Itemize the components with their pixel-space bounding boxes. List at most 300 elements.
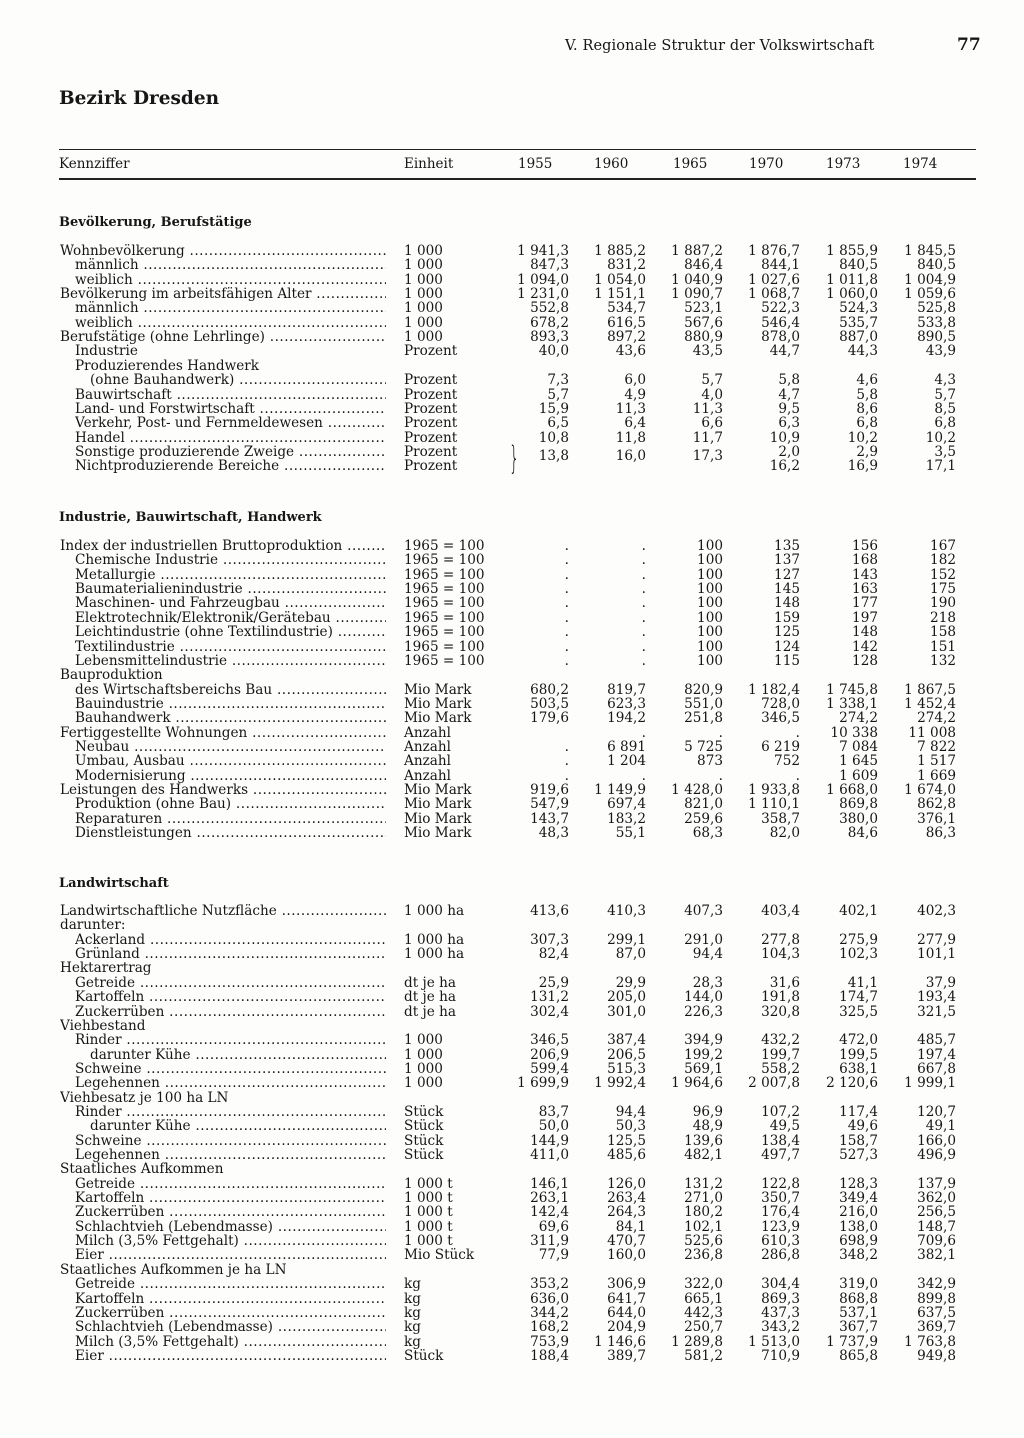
table-row bbox=[0, 1306, 1024, 1320]
row-value: 346,5 bbox=[530, 1032, 569, 1049]
row-value: 552,8 bbox=[530, 300, 569, 317]
row-value: 472,0 bbox=[839, 1032, 878, 1049]
row-value: . bbox=[564, 566, 569, 583]
row-value: 2 007,8 bbox=[748, 1075, 800, 1092]
table-row bbox=[0, 947, 1024, 961]
row-value: 226,3 bbox=[684, 1003, 723, 1020]
row-value: 206,9 bbox=[530, 1046, 569, 1063]
row-label: Schlachtvieh (Lebendmasse) ..... bbox=[75, 1320, 386, 1334]
row-value: 709,6 bbox=[917, 1233, 956, 1249]
row-value: 533,8 bbox=[917, 314, 956, 331]
table-row bbox=[0, 1019, 1024, 1033]
row-value: 678,2 bbox=[530, 314, 569, 331]
row-value: 1 151,1 bbox=[594, 286, 646, 303]
row-value: 6 219 bbox=[761, 738, 800, 755]
row-value: 710,9 bbox=[761, 1347, 800, 1364]
row-value: 1 876,7 bbox=[748, 243, 800, 259]
row-value: 7,3 bbox=[547, 372, 569, 389]
row-unit: Mio Mark bbox=[404, 782, 472, 798]
table-row bbox=[0, 1177, 1024, 1191]
row-unit: 1 000 bbox=[404, 271, 443, 288]
row-label: Maschinen- und Fahrzeugbau ..... bbox=[75, 596, 386, 610]
row-value: 641,7 bbox=[607, 1290, 646, 1307]
row-value: 43,6 bbox=[615, 343, 646, 360]
row-value: 358,7 bbox=[761, 810, 800, 827]
row-value: 1 885,2 bbox=[594, 243, 646, 259]
row-value: 470,7 bbox=[607, 1233, 646, 1249]
row-value: 1 054,0 bbox=[594, 271, 646, 288]
table-row bbox=[0, 697, 1024, 711]
row-unit: 1965 = 100 bbox=[404, 566, 485, 583]
row-value: 44,3 bbox=[847, 343, 878, 360]
row-value: 1 737,9 bbox=[826, 1333, 878, 1350]
table-row bbox=[0, 1048, 1024, 1062]
row-value: 752 bbox=[774, 753, 800, 770]
row-value: 394,9 bbox=[684, 1032, 723, 1049]
row-value: 124 bbox=[774, 638, 800, 655]
row-label: weiblich ..... bbox=[75, 316, 386, 330]
row-value: 1 090,7 bbox=[671, 286, 723, 303]
row-value: 100 bbox=[697, 609, 723, 626]
row-value: 1 609 bbox=[839, 767, 878, 784]
row-unit: 1 000 bbox=[404, 314, 443, 331]
row-value: 122,8 bbox=[761, 1175, 800, 1192]
row-value: 1 040,9 bbox=[671, 271, 723, 288]
row-value: 1 933,8 bbox=[748, 782, 800, 798]
table-row bbox=[0, 961, 1024, 975]
row-value: 4,0 bbox=[701, 386, 723, 403]
row-label: männlich ..... bbox=[75, 301, 386, 315]
row-value: 819,7 bbox=[607, 681, 646, 698]
table-row bbox=[0, 683, 1024, 697]
row-value: 277,9 bbox=[917, 931, 956, 948]
row-value: 1 517 bbox=[917, 753, 956, 770]
table-row bbox=[0, 826, 1024, 840]
row-value: 8,5 bbox=[934, 400, 956, 417]
row-value: 126,0 bbox=[607, 1175, 646, 1192]
row-unit: 1 000 bbox=[404, 1060, 443, 1077]
row-unit: kg bbox=[404, 1290, 421, 1307]
table-row bbox=[0, 1220, 1024, 1234]
row-value: 844,1 bbox=[761, 257, 800, 274]
row-value: 1 645 bbox=[839, 753, 878, 770]
row-value: 320,8 bbox=[761, 1003, 800, 1020]
row-unit: dt je ha bbox=[404, 974, 456, 991]
row-value: 16,2 bbox=[769, 458, 800, 475]
row-value: 263,1 bbox=[530, 1190, 569, 1206]
row-label: Lebensmittelindustrie ..... bbox=[75, 654, 386, 668]
row-value: 525,6 bbox=[684, 1233, 723, 1249]
row-value: 840,5 bbox=[839, 257, 878, 274]
col-year: 1974 bbox=[903, 156, 938, 172]
row-label: Verkehr, Post- und Fernmeldewesen ..... bbox=[75, 416, 386, 430]
table-row bbox=[0, 1335, 1024, 1349]
row-value: 344,2 bbox=[530, 1304, 569, 1321]
col-einheit: Einheit bbox=[404, 156, 454, 172]
table-row bbox=[0, 568, 1024, 582]
row-unit: 1965 = 100 bbox=[404, 538, 485, 554]
row-value: 138,4 bbox=[761, 1132, 800, 1149]
table-row bbox=[0, 1234, 1024, 1248]
row-unit: dt je ha bbox=[404, 1003, 456, 1020]
row-value: 143 bbox=[852, 566, 878, 583]
row-label: Bauproduktion bbox=[60, 668, 163, 683]
row-unit: Stück bbox=[404, 1118, 444, 1135]
row-label: Bauhandwerk ..... bbox=[75, 711, 386, 725]
row-unit: 1965 = 100 bbox=[404, 595, 485, 612]
row-value: 123,9 bbox=[761, 1218, 800, 1235]
row-value: 1 428,0 bbox=[671, 782, 723, 798]
row-label: Neubau ..... bbox=[75, 740, 386, 754]
row-unit: Prozent bbox=[404, 400, 458, 417]
table-row bbox=[0, 1033, 1024, 1047]
row-value: 137,9 bbox=[917, 1175, 956, 1192]
row-label: Bauwirtschaft ..... bbox=[75, 388, 386, 402]
row-value: . bbox=[564, 552, 569, 569]
row-value: 166,0 bbox=[917, 1132, 956, 1149]
table-row bbox=[0, 596, 1024, 610]
row-unit: Mio Mark bbox=[404, 681, 472, 698]
row-value: 15,9 bbox=[538, 400, 569, 417]
row-value: . bbox=[718, 724, 723, 741]
table-row bbox=[0, 1277, 1024, 1291]
row-unit: Mio Mark bbox=[404, 810, 472, 827]
row-label: Legehennen ..... bbox=[75, 1148, 386, 1162]
row-value: 11,8 bbox=[615, 429, 646, 446]
row-unit: 1965 = 100 bbox=[404, 624, 485, 641]
row-value: 100 bbox=[697, 566, 723, 583]
row-unit: Prozent bbox=[404, 372, 458, 389]
row-value: 168 bbox=[852, 552, 878, 569]
row-value: 637,5 bbox=[917, 1304, 956, 1321]
row-value: 7 084 bbox=[839, 738, 878, 755]
row-value: 846,4 bbox=[684, 257, 723, 274]
row-value: 82,4 bbox=[538, 946, 569, 962]
row-value: 148 bbox=[852, 624, 878, 641]
row-value: 5 725 bbox=[684, 738, 723, 755]
row-value: 158 bbox=[930, 624, 956, 641]
row-value: 128 bbox=[852, 652, 878, 669]
row-value: 5,7 bbox=[701, 372, 723, 389]
row-value: . bbox=[641, 538, 646, 554]
row-value: 387,4 bbox=[607, 1032, 646, 1049]
row-value: 831,2 bbox=[607, 257, 646, 274]
row-value: 3,5 bbox=[934, 443, 956, 460]
row-value: 728,0 bbox=[761, 695, 800, 712]
row-value: 100 bbox=[697, 595, 723, 612]
running-header: V. Regionale Struktur der Volkswirtschaft bbox=[565, 38, 875, 54]
row-label: Schlachtvieh (Lebendmasse) ..... bbox=[75, 1220, 386, 1234]
row-value: 146,1 bbox=[530, 1175, 569, 1192]
row-value: 199,7 bbox=[761, 1046, 800, 1063]
row-value: 4,6 bbox=[856, 372, 878, 389]
row-value: 44,7 bbox=[769, 343, 800, 360]
table-row bbox=[0, 416, 1024, 430]
row-value: 522,3 bbox=[761, 300, 800, 317]
row-value: 1 146,6 bbox=[594, 1333, 646, 1350]
table-row bbox=[0, 1349, 1024, 1363]
row-value: 376,1 bbox=[917, 810, 956, 827]
table-row bbox=[0, 740, 1024, 754]
row-value: 307,3 bbox=[530, 931, 569, 948]
row-value: 321,5 bbox=[917, 1003, 956, 1020]
row-unit: Stück bbox=[404, 1147, 444, 1163]
row-value: . bbox=[641, 552, 646, 569]
row-label: Leichtindustrie (ohne Textilindustrie) ..... bbox=[75, 625, 386, 639]
row-value: 263,4 bbox=[607, 1190, 646, 1206]
row-value: 1 231,0 bbox=[517, 286, 569, 303]
row-value: 581,2 bbox=[684, 1347, 723, 1364]
row-value: 551,0 bbox=[684, 695, 723, 712]
row-value: 821,0 bbox=[684, 796, 723, 813]
row-value: 304,4 bbox=[761, 1276, 800, 1293]
row-value: 5,7 bbox=[934, 386, 956, 403]
row-value: . bbox=[641, 767, 646, 784]
row-value: . bbox=[641, 566, 646, 583]
row-label: Produktion (ohne Bau) ..... bbox=[75, 797, 386, 811]
row-value: 485,6 bbox=[607, 1147, 646, 1163]
table-row bbox=[0, 918, 1024, 932]
row-value: 43,5 bbox=[692, 343, 723, 360]
row-value: . bbox=[718, 767, 723, 784]
row-value: 205,0 bbox=[607, 989, 646, 1006]
table-row bbox=[0, 344, 1024, 358]
row-label: Produzierendes Handwerk bbox=[75, 358, 260, 374]
row-value: 197 bbox=[852, 609, 878, 626]
row-value: 156 bbox=[852, 538, 878, 554]
row-label: Land- und Forstwirtschaft ..... bbox=[75, 402, 386, 416]
row-value: 403,4 bbox=[761, 903, 800, 919]
row-label: Zuckerrüben ..... bbox=[75, 1205, 386, 1219]
row-label: Zuckerrüben ..... bbox=[75, 1306, 386, 1320]
row-value: 251,8 bbox=[684, 710, 723, 727]
row-unit: 1 000 t bbox=[404, 1218, 453, 1235]
row-value: 546,4 bbox=[761, 314, 800, 331]
row-value: 840,5 bbox=[917, 257, 956, 274]
row-value: 128,3 bbox=[839, 1175, 878, 1192]
section-heading bbox=[0, 877, 1024, 891]
row-value: 382,1 bbox=[917, 1247, 956, 1264]
row-value: 158,7 bbox=[839, 1132, 878, 1149]
row-unit: kg bbox=[404, 1304, 421, 1321]
row-label: Rinder ..... bbox=[75, 1033, 386, 1047]
row-value: 1 867,5 bbox=[904, 681, 956, 698]
table-row bbox=[0, 769, 1024, 783]
row-label: Staatliches Aufkommen bbox=[60, 1162, 224, 1177]
row-value: 199,2 bbox=[684, 1046, 723, 1063]
row-value: 43,9 bbox=[925, 343, 956, 360]
row-value: 127 bbox=[774, 566, 800, 583]
row-label: Dienstleistungen ..... bbox=[75, 826, 386, 840]
row-unit: Anzahl bbox=[404, 753, 451, 770]
row-value: 2 120,6 bbox=[826, 1075, 878, 1092]
row-label: Rinder ..... bbox=[75, 1105, 386, 1119]
row-value: 138,0 bbox=[839, 1218, 878, 1235]
row-label: Getreide ..... bbox=[75, 1277, 386, 1291]
col-year: 1965 bbox=[673, 156, 708, 172]
row-value: 1 964,6 bbox=[671, 1075, 723, 1092]
row-value: 1 149,9 bbox=[594, 782, 646, 798]
row-value: 197,4 bbox=[917, 1046, 956, 1063]
row-value: 890,5 bbox=[917, 329, 956, 346]
row-value: 168,2 bbox=[530, 1319, 569, 1336]
row-value: 277,8 bbox=[761, 931, 800, 948]
table-row bbox=[0, 754, 1024, 768]
table-row bbox=[0, 1320, 1024, 1334]
row-label: Index der industriellen Bruttoproduktion ..... bbox=[60, 539, 386, 553]
row-value: 1 513,0 bbox=[748, 1333, 800, 1350]
row-value: 380,0 bbox=[839, 810, 878, 827]
row-value: 137 bbox=[774, 552, 800, 569]
row-value: 919,6 bbox=[530, 782, 569, 798]
row-unit: Anzahl bbox=[404, 738, 451, 755]
row-value: 193,4 bbox=[917, 989, 956, 1006]
merged-value-1955: 13,8 bbox=[538, 448, 569, 464]
table-row bbox=[0, 640, 1024, 654]
row-label: männlich ..... bbox=[75, 258, 386, 272]
row-value: 275,9 bbox=[839, 931, 878, 948]
row-unit: 1 000 bbox=[404, 1046, 443, 1063]
row-label: Reparaturen ..... bbox=[75, 812, 386, 826]
row-value: 496,9 bbox=[917, 1147, 956, 1163]
row-value: 40,0 bbox=[538, 343, 569, 360]
row-label: Schweine ..... bbox=[75, 1062, 386, 1076]
row-value: 188,4 bbox=[530, 1347, 569, 1364]
row-value: 1 110,1 bbox=[748, 796, 800, 813]
row-value: 94,4 bbox=[692, 946, 723, 962]
row-value: 880,9 bbox=[684, 329, 723, 346]
row-label: Kartoffeln ..... bbox=[75, 1292, 386, 1306]
row-value: 271,0 bbox=[684, 1190, 723, 1206]
row-value: 1 004,9 bbox=[904, 271, 956, 288]
row-value: 558,2 bbox=[761, 1060, 800, 1077]
col-kennziffer: Kennziffer bbox=[59, 156, 130, 172]
section-heading bbox=[0, 511, 1024, 525]
row-value: . bbox=[641, 638, 646, 655]
row-value: 862,8 bbox=[917, 796, 956, 813]
table-row bbox=[0, 1091, 1024, 1105]
row-value: 11,7 bbox=[692, 429, 723, 446]
merged-value-1960: 16,0 bbox=[615, 448, 646, 464]
row-value: 148 bbox=[774, 595, 800, 612]
row-label: weiblich ..... bbox=[75, 273, 386, 287]
row-unit: 1 000 bbox=[404, 286, 443, 303]
row-value: 190 bbox=[930, 595, 956, 612]
row-value: 11,3 bbox=[692, 400, 723, 417]
table-row bbox=[0, 976, 1024, 990]
row-unit: 1965 = 100 bbox=[404, 638, 485, 655]
row-value: 264,3 bbox=[607, 1204, 646, 1221]
row-unit: kg bbox=[404, 1333, 421, 1350]
row-label: Fertiggestellte Wohnungen ..... bbox=[60, 726, 386, 740]
row-label: Leistungen des Handwerks ..... bbox=[60, 783, 386, 797]
row-unit: Stück bbox=[404, 1103, 444, 1120]
row-label: Metallurgie ..... bbox=[75, 568, 386, 582]
row-value: 101,1 bbox=[917, 946, 956, 962]
row-value: 1 887,2 bbox=[671, 243, 723, 259]
row-value: 1 674,0 bbox=[904, 782, 956, 798]
row-value: 9,5 bbox=[778, 400, 800, 417]
row-value: 442,3 bbox=[684, 1304, 723, 1321]
row-value: 151 bbox=[930, 638, 956, 655]
row-value: 11,3 bbox=[615, 400, 646, 417]
row-value: 1 745,8 bbox=[826, 681, 878, 698]
row-value: 868,8 bbox=[839, 1290, 878, 1307]
table-row bbox=[0, 402, 1024, 416]
row-unit: 1 000 t bbox=[404, 1233, 453, 1249]
row-value: 69,6 bbox=[538, 1218, 569, 1235]
row-value: 125 bbox=[774, 624, 800, 641]
page-title: Bezirk Dresden bbox=[59, 88, 220, 109]
row-value: 142,4 bbox=[530, 1204, 569, 1221]
row-value: 182 bbox=[930, 552, 956, 569]
row-value: 311,9 bbox=[530, 1233, 569, 1249]
merge-brace: } bbox=[509, 439, 520, 477]
row-value: . bbox=[564, 738, 569, 755]
row-unit: kg bbox=[404, 1319, 421, 1336]
table-row bbox=[0, 273, 1024, 287]
row-unit: 1 000 bbox=[404, 243, 443, 259]
row-value: 50,0 bbox=[538, 1118, 569, 1135]
row-value: . bbox=[564, 753, 569, 770]
row-unit: Prozent bbox=[404, 458, 458, 475]
row-value: 407,3 bbox=[684, 903, 723, 919]
row-value: 10 338 bbox=[830, 724, 878, 741]
table-row bbox=[0, 1292, 1024, 1306]
row-value: 306,9 bbox=[607, 1276, 646, 1293]
table-row bbox=[0, 1119, 1024, 1133]
row-value: 68,3 bbox=[692, 825, 723, 841]
row-value: 6,3 bbox=[778, 415, 800, 432]
row-value: 413,6 bbox=[530, 903, 569, 919]
row-label: Wohnbevölkerung ..... bbox=[60, 244, 386, 258]
col-year: 1970 bbox=[749, 156, 784, 172]
row-unit: dt je ha bbox=[404, 989, 456, 1006]
table-row bbox=[0, 330, 1024, 344]
row-label: des Wirtschaftsbereichs Bau ..... bbox=[75, 683, 386, 697]
row-value: 389,7 bbox=[607, 1347, 646, 1364]
row-value: 515,3 bbox=[607, 1060, 646, 1077]
row-value: 319,0 bbox=[839, 1276, 878, 1293]
row-label: Nichtproduzierende Bereiche ..... bbox=[75, 459, 386, 473]
row-value: 236,8 bbox=[684, 1247, 723, 1264]
table-row bbox=[0, 1205, 1024, 1219]
row-value: 899,8 bbox=[917, 1290, 956, 1307]
row-label: Getreide ..... bbox=[75, 1177, 386, 1191]
table-row bbox=[0, 625, 1024, 639]
row-value: 102,3 bbox=[839, 946, 878, 962]
row-label: Grünland ..... bbox=[75, 947, 386, 961]
row-value: 117,4 bbox=[839, 1103, 878, 1120]
row-value: 325,5 bbox=[839, 1003, 878, 1020]
row-value: 569,1 bbox=[684, 1060, 723, 1077]
table-row bbox=[0, 359, 1024, 373]
row-value: 37,9 bbox=[925, 974, 956, 991]
row-value: . bbox=[641, 724, 646, 741]
row-unit: 1 000 bbox=[404, 1075, 443, 1092]
row-value: 175 bbox=[930, 581, 956, 597]
row-value: 1 992,4 bbox=[594, 1075, 646, 1092]
row-value: 1 763,8 bbox=[904, 1333, 956, 1350]
row-value: 369,7 bbox=[917, 1319, 956, 1336]
row-value: 697,4 bbox=[607, 796, 646, 813]
row-value: 132 bbox=[930, 652, 956, 669]
row-label: Milch (3,5% Fettgehalt) ..... bbox=[75, 1335, 386, 1349]
table-row bbox=[0, 287, 1024, 301]
row-value: 1 699,9 bbox=[517, 1075, 569, 1092]
row-value: 55,1 bbox=[615, 825, 646, 841]
row-value: 102,1 bbox=[684, 1218, 723, 1235]
